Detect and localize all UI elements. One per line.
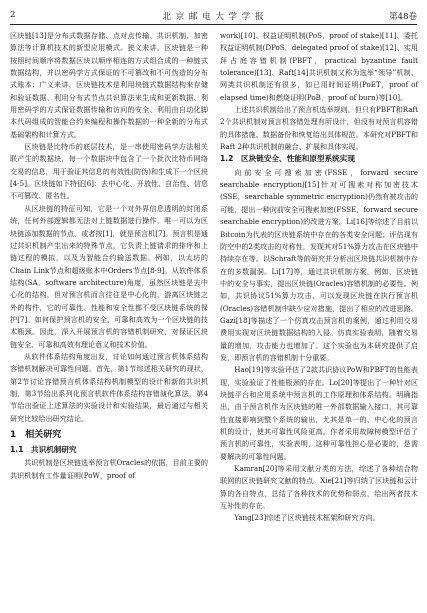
paragraph: 共识机制是区块链选举预言机Oracles的依据，目前主要的共识机制有工作量证明(PoW，proof of: [10, 458, 208, 480]
subsection-heading: 1.2 区块链安全、性能和原型系统实现: [220, 154, 355, 164]
paragraph: work)[10]、权益证明机制(PoS，proof of stake)[11]、委托权益证明机制(DPoS，delegated proof of stake)[12]、实用拜占庭容错机制(PBFT，practical byzantine fault tolerance)[13]、Raft[14]共识机制又称为选举“领导”机制、网类共识机制还有很多，如已用时间证明(PoET，proof of elapsed time)和燃烧证明(PoB，proof of burn)等[10]。: [220, 31, 418, 102]
paragraph: Yang[23]综述了区块链技术框架和研究方向。: [234, 513, 380, 523]
paragraph: 上述共识机制给出了预言机选举规则，但只有PBFT和Raft 2个共识机制对预言机容错处理有所设计，但没有对预言机容错的具体措施、数据备份和恢复给出具体规范。本研究对PBFT和Raft 2种共识机制的融合、扩展和具体实现。: [220, 105, 419, 152]
left-column: [10, 30, 208, 482]
paragraph: 从软件体系结构角度出发，讨论如何通过预言机体系结构容错机制解决可靠性问题。首先，第1节综述相关研究的现状，第2节讨论容错预言机体系结构机制模型的设计和新的共识机制，第3节给出系列化预言机软件体系结构容错演化算法，第4节给出验证上述算法的实验设计和实验结果，最后通过与相关研究比较给出研究结论。: [10, 351, 208, 423]
page-number: 2: [10, 10, 16, 20]
section-heading: 1 相关研究: [10, 430, 62, 440]
paragraph: 从区块链的特征可知，它是一个对外界信息透明的封闭系统，任何外部逻辑都无法对上链数据进行操作，唯一可以为区块链添加数据的节点，或者按[1]，就是预言机[7]。预言机是通过共识机制产生出来的特殊节点，它负责上链请求的排序和上链过程的模拟，以及为智能合约输送数据。例如，以太坊的Chain Link节点和超级账本中Orders节点[8-9]。从软件体系结构(SA，software architecture)角度，虽然区块链是去中心化的结构，但对预言机而言往往是中心化的，游离区块链之外的构件，它的可靠性、性能和安全性都不受区块链系统的保护[7]。如何保护预言机的安全、可靠和高效为一个区块链的技术瓶颈。因此，深入开展预言机的容错机制研究，对保证区块链安全、可靠和高效有理论意义和技术价值。: [10, 203, 208, 349]
paragraph: 区块链[13]是分布式数据存储、点对点传输、共识机制、加密算法等计算机技术的新型应用模式。狭义来讲，区块链是一种按照时间顺序将数据区块以顺序相连的方式组合成的一种链式数据结构，并以密码学方式保证的不可篡改和不可伪造的分布式账本；广义来讲，区块链技术是利用块链式数据结构来存储和验证数据、利用分布式节点共识算法来生成和更新数据、利用密码学的方式保证数据传输和访问的安全、利用由自动化脚本代码组成的智能合约来编程和操作数据的一种全新的分布式基础架构和计算方式。: [10, 31, 208, 139]
journal-title: 北 京 邮 电 大 学 学 报: [162, 12, 265, 22]
paragraph: 区块链是比特币的底层技术，是一串使用密码学方法相关联产生的数据块，每一个数据块中包含了一个批次比特币网络交易的信息，用于验证其信息的有效性(防伪)和生成下一个区块[4-5]。区块链如下特征[6]：去中心化、开放性、自治性、信息不可篡改、匿名性。: [10, 142, 208, 201]
volume-label: 第48卷: [389, 12, 417, 22]
right-column: [220, 30, 418, 525]
running-header: [10, 8, 417, 25]
paragraph: 向前安全可搜索加密(FSSE，forward secure searchable encryption)[15]针对可搜索对称加密技术(SSE，searchable symmetric encryption)仍然有被攻击的可能，提出一种向前安全可搜索加密(FSSE，forward secure searchable encryption)的改进方案。Li[16]等综述了目前以Bitcoin为代表的区块链系统中存在的各类安全问题；评估现有防空中的2类攻击的对称性，发现其对51%算力攻击在区块链中持续存在等。以Schraft等的研究并分析出区块链共识机制中存在的多数漏洞。Li[17]等，通过共识机制方案，例如，区块链中的安全与事实，提出区块链(Oracles)容错机制的必要性。例如，共识协议51%算力攻击、可以发现区块链在执行预言机(Oracles)容错机制中缺少应对措施，提出了相应的改进思路。Gazi[18]等描述了一个仿真攻击预言机的案例，通过利用交易费用实现对区块链数据结构的入侵。仿真实验表明，随着交易量的增加，攻击能力也增加了。这个实验也为本研究提供了启发，即预言机的容错机制十分重要。: [220, 167, 418, 362]
paragraph: Kamran[20]等采用文献分类的方法，综述了各种结合物联网的区块链研究文献的特点。Xie[21]等归纳了区块链和云计算的各自特点，总结了各种技术的优势和弱点，给出两者技术互补性的存在。: [220, 464, 418, 511]
subsection-heading: 1.1 共识机制研究: [10, 445, 77, 454]
paragraph: Hao[19]等实验评估了2款共识协议PoW和PBFT的性能表现，实验验证了性能瓶颈的存在。Lo[20]等提出了一种针对区块链平台和应用系统中预言机的工作原理和体系结构。明确指出，由于预言机作为区块链的唯一外部数据输入接口，其可靠性直接影响到整个系统的输出，尤其是单一的、中心化的预言机的设计，使其可靠性风险更高。作者采用故障树模型评估了预言机的可靠性，实验表明，这种可靠性担心是必要的，是需要解决的可靠性问题。: [220, 365, 418, 461]
